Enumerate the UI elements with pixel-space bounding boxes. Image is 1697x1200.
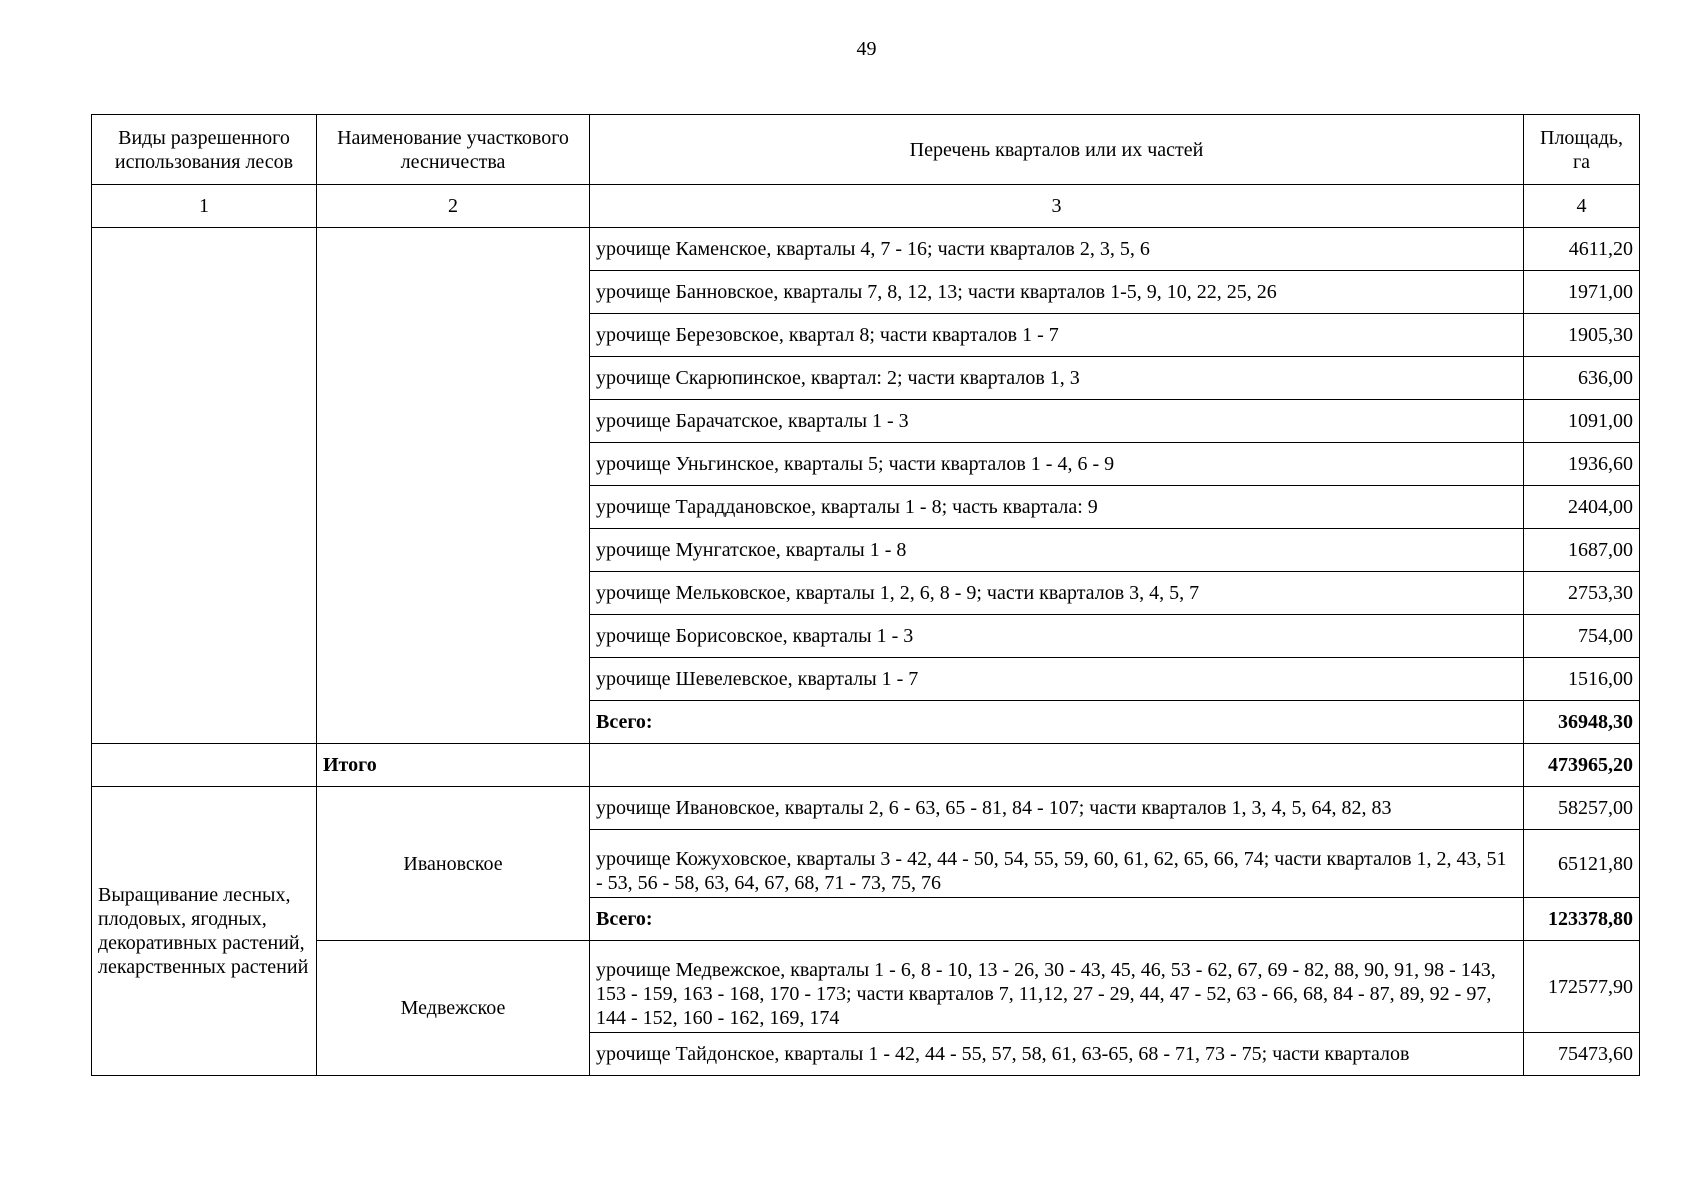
quarters-cell: урочище Мунгатское, кварталы 1 - 8 [590, 529, 1524, 572]
table-header-row [92, 115, 1640, 185]
quarters-cell: урочище Березовское, квартал 8; части кварталов 1 - 7 [590, 314, 1524, 357]
area-cell: 75473,60 [1524, 1033, 1640, 1076]
quarters-cell: урочище Уньгинское, кварталы 5; части кварталов 1 - 4, 6 - 9 [590, 443, 1524, 486]
grand-total-empty-cell [92, 744, 317, 787]
column-number: 4 [1524, 185, 1640, 228]
area-cell: 58257,00 [1524, 787, 1640, 830]
quarters-cell: урочище Медвежское, кварталы 1 - 6, 8 - 10, 13 - 26, 30 - 43, 45, 46, 53 - 62, 67, 69 - 82, 88, 90, 91, 98 - 143, 153 - 159, 163 - 168, 170 - 173; части кварталов 7, 11,12, 27 - 29, 44, 47 - 52, 63 - 66, 68, 84 - 87, 89, 92 - 97, 144 - 152, 160 - 162, 169, 174 [590, 941, 1524, 1033]
forestry-name-cell: Ивановское [317, 787, 590, 941]
area-cell: 754,00 [1524, 615, 1640, 658]
quarters-cell: урочище Каменское, кварталы 4, 7 - 16; части кварталов 2, 3, 5, 6 [590, 228, 1524, 271]
forest-quarters-table [91, 114, 1640, 1076]
area-cell: 636,00 [1524, 357, 1640, 400]
area-cell: 1091,00 [1524, 400, 1640, 443]
grand-total-label: Итого [317, 744, 590, 787]
area-cell: 172577,90 [1524, 941, 1640, 1033]
subtotal-label: Всего: [590, 898, 1524, 941]
subtotal-label: Всего: [590, 701, 1524, 744]
area-cell: 1516,00 [1524, 658, 1640, 701]
header-forestry-name: Наименование участкового лесничества [317, 115, 590, 185]
subtotal-value: 36948,30 [1524, 701, 1640, 744]
usage-type-cell: Выращивание лесных, плодовых, ягодных, декоративных растений, лекарственных растений [92, 787, 317, 1076]
area-cell: 1905,30 [1524, 314, 1640, 357]
area-cell: 2753,30 [1524, 572, 1640, 615]
quarters-cell: урочище Барачатское, кварталы 1 - 3 [590, 400, 1524, 443]
forestry-cell-empty [317, 228, 590, 744]
area-cell: 65121,80 [1524, 830, 1640, 898]
grand-total-row [92, 744, 1640, 787]
subtotal-value: 123378,80 [1524, 898, 1640, 941]
column-number: 1 [92, 185, 317, 228]
column-number-row [92, 185, 1640, 228]
forestry-name-cell: Медвежское [317, 941, 590, 1076]
column-number: 3 [590, 185, 1524, 228]
quarters-cell: урочище Кожуховское, кварталы 3 - 42, 44 - 50, 54, 55, 59, 60, 61, 62, 65, 66, 74; части кварталов 1, 2, 43, 51 - 53, 56 - 58, 63, 64, 67, 68, 71 - 73, 75, 76 [590, 830, 1524, 898]
column-number: 2 [317, 185, 590, 228]
page-number: 49 [856, 38, 877, 60]
quarters-cell: урочище Банновское, кварталы 7, 8, 12, 13; части кварталов 1-5, 9, 10, 22, 25, 26 [590, 271, 1524, 314]
header-quarters-list: Перечень кварталов или их частей [590, 115, 1524, 185]
header-area: Площадь, га [1524, 115, 1640, 185]
quarters-cell: урочище Мельковское, кварталы 1, 2, 6, 8 - 9; части кварталов 3, 4, 5, 7 [590, 572, 1524, 615]
area-cell: 1936,60 [1524, 443, 1640, 486]
table-row [92, 941, 1640, 1033]
usage-type-cell-empty [92, 228, 317, 744]
area-cell: 2404,00 [1524, 486, 1640, 529]
table-row [92, 787, 1640, 830]
quarters-cell: урочище Ивановское, кварталы 2, 6 - 63, 65 - 81, 84 - 107; части кварталов 1, 3, 4, 5, 64, 82, 83 [590, 787, 1524, 830]
grand-total-empty-cell [590, 744, 1524, 787]
header-usage-types: Виды разрешенного использования лесов [92, 115, 317, 185]
quarters-cell: урочище Тараддановское, кварталы 1 - 8; часть квартала: 9 [590, 486, 1524, 529]
area-cell: 1971,00 [1524, 271, 1640, 314]
quarters-cell: урочище Борисовское, кварталы 1 - 3 [590, 615, 1524, 658]
area-cell: 4611,20 [1524, 228, 1640, 271]
grand-total-value: 473965,20 [1524, 744, 1640, 787]
quarters-cell: урочище Шевелевское, кварталы 1 - 7 [590, 658, 1524, 701]
area-cell: 1687,00 [1524, 529, 1640, 572]
table-row [92, 228, 1640, 271]
quarters-cell: урочище Тайдонское, кварталы 1 - 42, 44 - 55, 57, 58, 61, 63-65, 68 - 71, 73 - 75; части кварталов [590, 1033, 1524, 1076]
quarters-cell: урочище Скарюпинское, квартал: 2; части кварталов 1, 3 [590, 357, 1524, 400]
